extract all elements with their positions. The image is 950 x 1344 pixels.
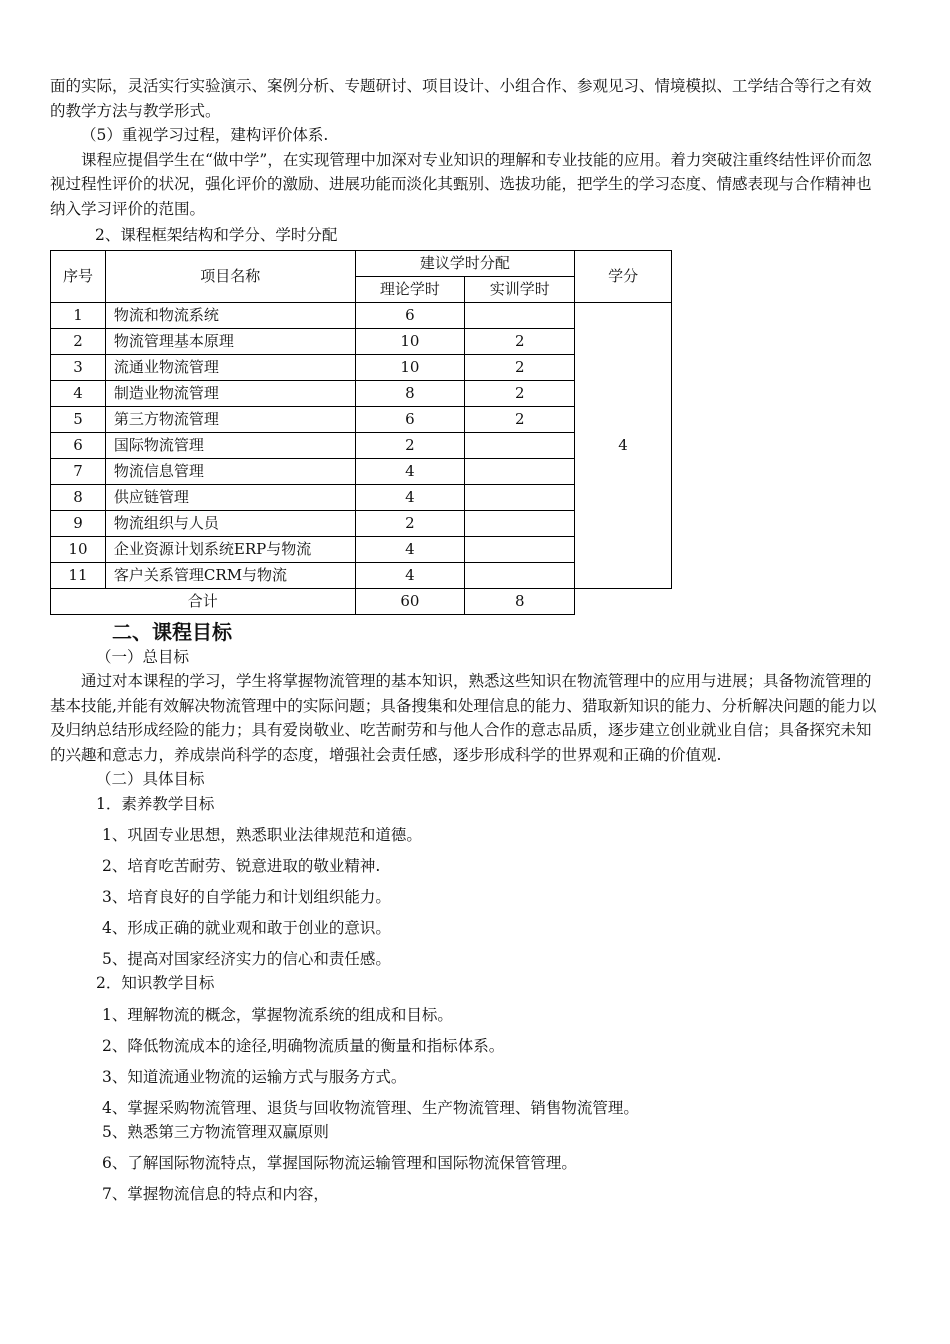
cell-seq: 11 [51,562,106,588]
cell-name: 企业资源计划系统ERP与物流 [105,536,355,562]
cell-seq: 7 [51,458,106,484]
header-practice: 实训学时 [465,276,575,302]
header-hours: 建议学时分配 [355,250,575,276]
total-practice: 8 [465,588,575,614]
course-hours-table [50,250,672,615]
specific-goal-heading: （二）具体目标 [96,770,205,788]
cell-name: 物流组织与人员 [105,510,355,536]
document-page [50,74,885,1206]
cell-name: 流通业物流管理 [105,354,355,380]
cell-seq: 1 [51,302,106,328]
cell-name: 客户关系管理CRM与物流 [105,562,355,588]
section-title: 二、课程目标 [112,619,232,644]
total-theory: 60 [355,588,465,614]
header-name: 项目名称 [105,250,355,302]
knowledge-item: 3、知道流通业物流的运输方式与服务方式。 [102,1067,407,1086]
overall-goal-text: 通过对本课程的学习，学生将掌握物流管理的基本知识，熟悉这些知识在物流管理中的应用与进展；具备物流管理的基本技能,并能有效解决物流管理中的实际问题；具备搜集和处理信息的能力、猎取新知识的能力、分析解决问题的能力以及归纳总结形成经险的能力；具有爱岗敬业、吃苦耐劳和与他人合作的意志品质，逐步建立创业就业自信；具备探究未知的兴趣和意志力，养成崇尚科学的态度，增强社会责任感，逐步形成科学的世界观和正确的价值观. [50,672,877,764]
cell-theory: 6 [355,302,465,328]
header-theory: 理论学时 [355,276,465,302]
header-seq: 序号 [51,250,106,302]
cell-name: 物流信息管理 [105,458,355,484]
evaluation-heading: （5）重视学习过程，建构评价体系. [81,126,329,144]
quality-item: 1、巩固专业思想，熟悉职业法律规范和道德。 [102,826,422,844]
cell-theory: 4 [355,458,465,484]
cell-practice [465,302,575,328]
cell-practice [465,510,575,536]
header-credit: 学分 [575,250,672,302]
cell-seq: 5 [51,406,106,432]
evaluation-paragraph: 课程应提倡学生在“做中学”，在实现管理中加深对专业知识的理解和专业技能的应用。着力突破注重终结性评价而忽视过程性评价的状况，强化评价的激励、进展功能而淡化其甄别、选拔功能，把学生的学习态度、情感表现与合作精神也纳入学习评价的范围。 [50,150,872,218]
cell-theory: 2 [355,432,465,458]
knowledge-item: 1、理解物流的概念，掌握物流系统的组成和目标。 [102,1005,453,1024]
cell-practice [465,432,575,458]
knowledge-item: 6、了解国际物流特点，掌握国际物流运输管理和国际物流保管管理。 [102,1153,577,1172]
knowledge-goal-heading: 2．知识教学目标 [96,974,215,992]
cell-name: 供应链管理 [105,484,355,510]
cell-theory: 10 [355,328,465,354]
total-label: 合计 [51,588,356,614]
table-total-row [51,588,672,614]
cell-practice [465,536,575,562]
quality-goal-heading: 1．素养教学目标 [96,794,215,813]
quality-item: 2、培育吃苦耐劳、锐意进取的敬业精神. [102,857,381,875]
cell-practice: 2 [465,328,575,354]
cell-credit: 4 [575,302,672,588]
intro-paragraph: 面的实际，灵活实行实验演示、案例分析、专题研讨、项目设计、小组合作、参观见习、情境模拟、工学结合等行之有效的教学方法与教学形式。 [50,77,872,120]
cell-practice [465,458,575,484]
cell-theory: 2 [355,510,465,536]
quality-item: 5、提高对国家经济实力的信心和责任感。 [102,950,391,968]
cell-seq: 9 [51,510,106,536]
cell-practice: 2 [465,380,575,406]
cell-seq: 2 [51,328,106,354]
table-heading: 2、课程框架结构和学分、学时分配 [95,226,338,244]
cell-seq: 10 [51,536,106,562]
cell-seq: 3 [51,354,106,380]
cell-name: 制造业物流管理 [105,380,355,406]
quality-item: 3、培育良好的自学能力和计划组织能力。 [102,888,391,906]
cell-practice [465,484,575,510]
cell-theory: 4 [355,484,465,510]
cell-name: 第三方物流管理 [105,406,355,432]
cell-practice: 2 [465,406,575,432]
knowledge-item: 7、掌握物流信息的特点和内容， [102,1184,329,1203]
cell-theory: 4 [355,562,465,588]
cell-name: 物流和物流系统 [105,302,355,328]
cell-theory: 10 [355,354,465,380]
cell-theory: 4 [355,536,465,562]
quality-item: 4、形成正确的就业观和敢于创业的意识。 [102,919,391,937]
cell-name: 国际物流管理 [105,432,355,458]
cell-seq: 6 [51,432,106,458]
knowledge-item: 5、熟悉第三方物流管理双赢原则 [102,1122,329,1141]
knowledge-item: 4、掌握采购物流管理、退货与回收物流管理、生产物流管理、销售物流管理。 [102,1098,639,1117]
cell-practice [465,562,575,588]
table-row [51,302,672,328]
table-header-row [51,250,672,276]
cell-practice: 2 [465,354,575,380]
cell-theory: 8 [355,380,465,406]
overall-goal-heading: （一）总目标 [96,647,190,666]
cell-theory: 6 [355,406,465,432]
cell-seq: 4 [51,380,106,406]
knowledge-item: 2、降低物流成本的途径,明确物流质量的衡量和指标体系。 [102,1036,505,1055]
cell-name: 物流管理基本原理 [105,328,355,354]
cell-seq: 8 [51,484,106,510]
